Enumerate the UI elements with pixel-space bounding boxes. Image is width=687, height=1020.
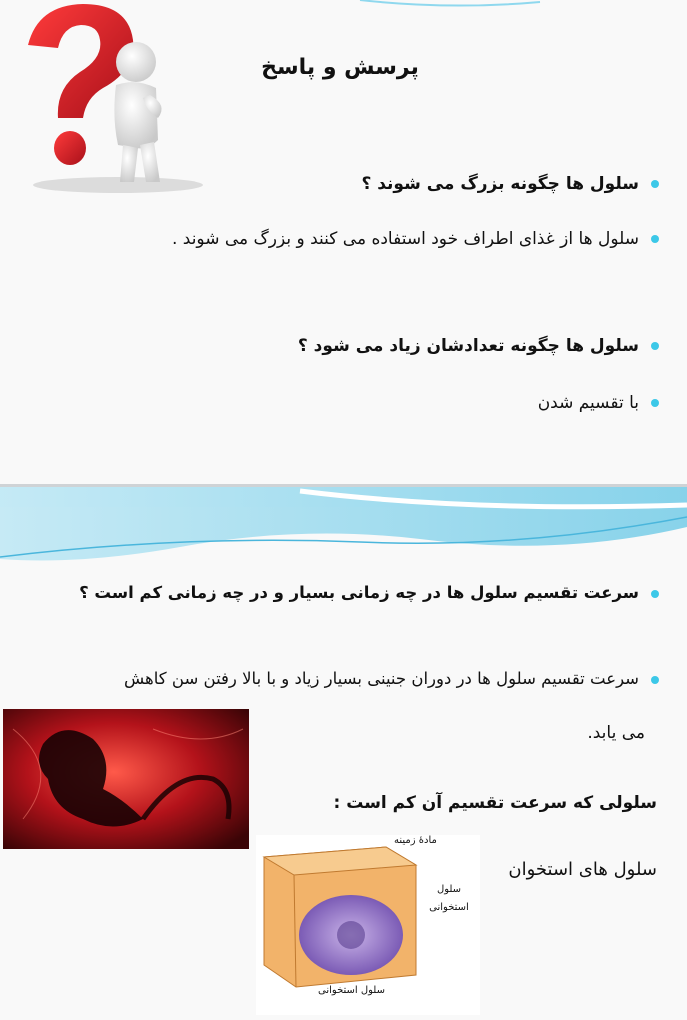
answer-1	[172, 229, 659, 249]
slide-2	[0, 487, 687, 1020]
answer-3-text: سرعت تقسیم سلول ها در دوران جنینی بسیار زیاد و با بالا رفتن سن کاهش	[124, 669, 639, 688]
bone-cell-label: سلول استخوانی	[429, 884, 469, 913]
bullet-icon	[651, 342, 659, 350]
question-1-text: سلول ها چگونه بزرگ می شوند ؟	[361, 174, 639, 194]
slow-division-heading: سلولی که سرعت تقسیم آن کم است :	[333, 793, 657, 813]
slow-division-answer: سلول های استخوان	[508, 859, 657, 880]
bone-cell-bottom-label: سلول استخوانی	[318, 985, 385, 996]
question-2-text: سلول ها چگونه تعدادشان زیاد می شود ؟	[297, 336, 639, 356]
bullet-icon	[651, 676, 659, 684]
bullet-icon	[651, 399, 659, 407]
question-2	[298, 336, 659, 356]
question-3	[79, 583, 659, 602]
question-3-text: سرعت تقسیم سلول ها در چه زمانی بسیار و در چه زمانی کم است ؟	[79, 583, 639, 602]
embryo-image	[3, 709, 249, 849]
bullet-icon	[651, 180, 659, 188]
bullet-icon	[651, 590, 659, 598]
slide-title: پرسش و پاسخ	[261, 55, 419, 80]
wave-header-decoration	[0, 487, 687, 567]
answer-1-text: سلول ها از غذای اطراف خود استفاده می کنند و بزرگ می شوند .	[171, 229, 639, 249]
answer-3-line-1	[124, 669, 659, 688]
answer-2-text: با تقسیم شدن	[537, 393, 639, 413]
matrix-label: مادهٔ زمینه	[394, 835, 437, 846]
answer-2	[538, 393, 659, 413]
bone-cell-diagram	[256, 835, 480, 1015]
answer-3-line-2: می یابد.	[587, 723, 645, 743]
bullet-icon	[651, 235, 659, 243]
question-mark-figure-image	[8, 0, 208, 195]
slide-1	[0, 0, 687, 487]
question-1	[361, 174, 659, 194]
